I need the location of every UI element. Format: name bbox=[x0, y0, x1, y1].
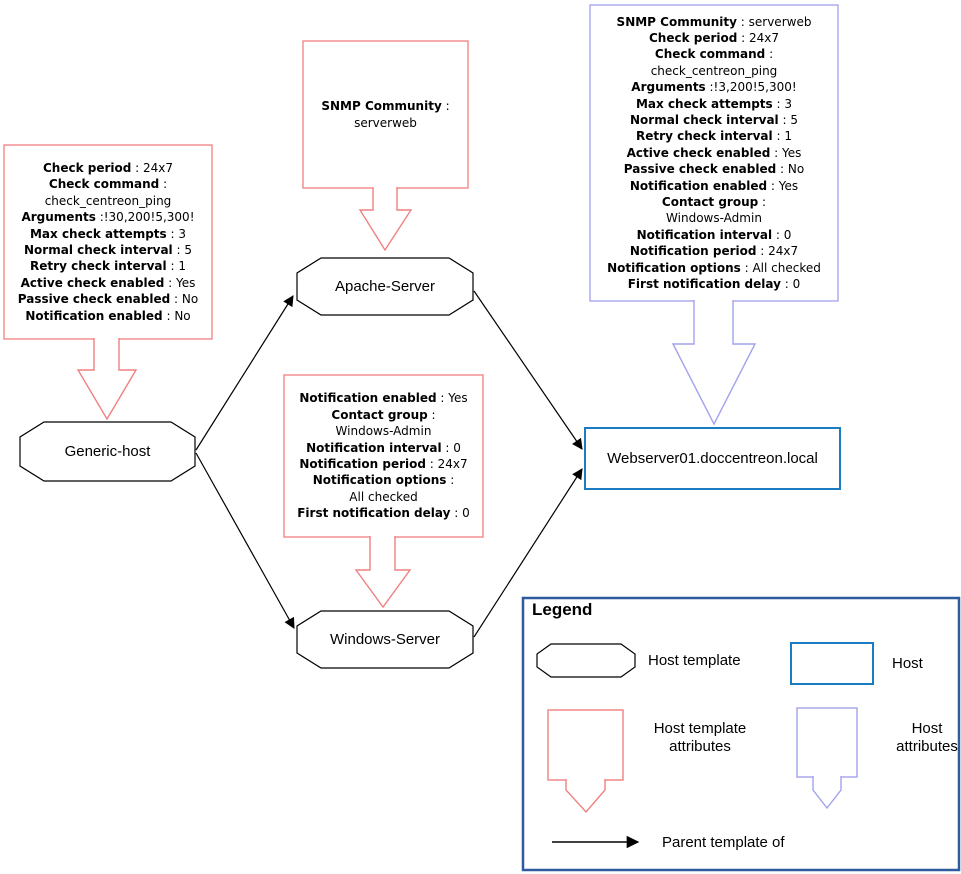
legend-host-attr-square bbox=[797, 708, 857, 777]
attr-line bbox=[607, 260, 821, 276]
attr-label: Notification interval bbox=[636, 227, 773, 242]
attr-value: check_centreon_ping bbox=[44, 193, 172, 208]
attr-line bbox=[624, 161, 804, 177]
edge-generic-to-windows bbox=[196, 453, 294, 628]
attr-line bbox=[331, 407, 435, 423]
legend-label-host-template-attributes: Host template attributes bbox=[653, 720, 747, 755]
attr-value: : Yes bbox=[436, 391, 468, 406]
legend-host-template-octagon bbox=[537, 644, 635, 677]
attr-label: Retry check interval bbox=[30, 259, 167, 274]
attr-value: : No bbox=[162, 308, 191, 323]
attr-line bbox=[628, 276, 801, 292]
block-arrow-generic-cover bbox=[78, 338, 136, 419]
attr-line bbox=[617, 14, 812, 30]
attr-label: Notification enabled bbox=[299, 391, 437, 406]
attr-label: Max check attempts bbox=[635, 96, 773, 111]
attr-line bbox=[49, 176, 167, 192]
attr-value: :!3,200!5,300! bbox=[705, 80, 797, 95]
attr-value: : 5 bbox=[172, 243, 192, 257]
attr-label: Notification period bbox=[299, 457, 426, 471]
attr-line bbox=[297, 505, 470, 521]
attr-line bbox=[636, 128, 792, 144]
attr-line bbox=[630, 112, 798, 128]
attr-line bbox=[662, 194, 766, 210]
attr-value: : bbox=[446, 473, 455, 488]
attr-value: : 1 bbox=[772, 129, 792, 144]
attr-value: : No bbox=[170, 292, 199, 307]
attr-line bbox=[649, 30, 779, 46]
attr-line bbox=[630, 178, 798, 194]
attr-label: Notification options bbox=[312, 473, 447, 488]
attr-value: : 0 bbox=[780, 277, 801, 292]
legend-label-host-attributes: Host attributes bbox=[896, 720, 958, 755]
attr-label: Notification options bbox=[607, 260, 741, 275]
attr-label: Active check enabled bbox=[20, 275, 165, 290]
attr-label: Check period bbox=[42, 160, 132, 175]
attr-label: SNMP Community bbox=[321, 99, 442, 114]
attr-value: : bbox=[441, 99, 450, 114]
attr-value: : Yes bbox=[767, 178, 799, 193]
attr-line bbox=[313, 472, 455, 488]
attr-label: Normal check interval bbox=[630, 112, 779, 127]
attr-label: Notification enabled bbox=[629, 178, 768, 193]
attr-line bbox=[24, 242, 192, 258]
attr-label: Check command bbox=[654, 47, 766, 62]
attr-label: Arguments bbox=[631, 80, 706, 95]
attr-label: Normal check interval bbox=[24, 243, 173, 257]
attr-label: Max check attempts bbox=[29, 226, 167, 241]
attr-line bbox=[299, 390, 467, 406]
attr-value: Windows-Admin bbox=[666, 211, 762, 226]
legend-label-parent-template-of: Parent template of bbox=[662, 834, 785, 851]
attr-value: : 24x7 bbox=[131, 160, 174, 175]
attr-label: Check command bbox=[48, 177, 160, 192]
attr-value: : bbox=[159, 177, 168, 192]
attr-label: Passive check enabled bbox=[17, 292, 171, 307]
attr-value: : 24x7 bbox=[737, 30, 780, 45]
attr-value: : 24x7 bbox=[756, 244, 799, 259]
attr-value: : serverweb bbox=[736, 14, 812, 29]
attr-line bbox=[43, 160, 173, 176]
attr-line bbox=[21, 275, 196, 291]
attr-line bbox=[349, 489, 417, 505]
block-arrow-webserver-cover bbox=[673, 300, 755, 424]
attr-label: Notification enabled bbox=[25, 308, 163, 323]
attr-label: First notification delay bbox=[297, 506, 451, 521]
attr-value: : 0 bbox=[441, 440, 461, 455]
attr-value: : All checked bbox=[740, 260, 821, 275]
attr-line bbox=[627, 145, 802, 161]
attr-value: : No bbox=[776, 162, 805, 177]
attr-value: All checked bbox=[349, 489, 418, 504]
attr-line bbox=[321, 98, 449, 114]
block-arrow-apache-cover bbox=[360, 187, 411, 250]
attr-line bbox=[637, 227, 792, 243]
apache-snmp-attributes-text bbox=[303, 41, 468, 188]
attr-label: Arguments bbox=[21, 210, 96, 225]
attr-line bbox=[45, 193, 172, 209]
attr-line bbox=[25, 308, 190, 324]
node-label-generic-host: Generic-host bbox=[64, 443, 151, 460]
attr-line bbox=[630, 243, 798, 259]
attr-value: : bbox=[427, 407, 436, 422]
attr-value: : 1 bbox=[166, 259, 186, 274]
attr-value: : Yes bbox=[164, 275, 196, 290]
attr-value: serverweb bbox=[354, 115, 417, 130]
attr-value: check_centreon_ping bbox=[650, 63, 778, 78]
attr-value: : 3 bbox=[166, 226, 187, 241]
attr-line bbox=[655, 46, 773, 62]
attr-label: SNMP Community bbox=[616, 14, 737, 29]
attr-label: Check period bbox=[648, 30, 738, 45]
attr-line bbox=[30, 226, 186, 242]
attr-value: : 0 bbox=[772, 227, 792, 242]
block-arrow-windows-cover bbox=[356, 536, 410, 607]
node-label-webserver: Webserver01.doccentreon.local bbox=[607, 450, 818, 467]
attr-line bbox=[21, 209, 194, 225]
node-label-apache-server: Apache-Server bbox=[334, 278, 436, 295]
attr-line bbox=[30, 258, 186, 274]
attr-value: : bbox=[765, 47, 774, 62]
attr-label: Active check enabled bbox=[626, 145, 771, 160]
attr-label: Passive check enabled bbox=[623, 162, 777, 177]
attr-line bbox=[631, 79, 796, 95]
attr-value: :!30,200!5,300! bbox=[95, 210, 195, 225]
attr-label: Contact group bbox=[331, 407, 428, 422]
attr-line bbox=[336, 423, 432, 439]
attr-value: : 3 bbox=[772, 96, 793, 111]
legend-host-rect bbox=[791, 643, 873, 684]
attr-value: : Yes bbox=[770, 145, 802, 160]
attr-line bbox=[651, 63, 778, 79]
attr-label: Notification period bbox=[629, 244, 757, 259]
attr-value: : 0 bbox=[450, 506, 470, 521]
host-attributes-text bbox=[590, 5, 838, 301]
attr-line bbox=[354, 115, 417, 131]
attr-line bbox=[636, 96, 792, 112]
attr-value: : 24x7 bbox=[425, 457, 468, 471]
node-label-windows-server: Windows-Server bbox=[329, 631, 441, 648]
legend-label-host: Host bbox=[892, 655, 923, 672]
attr-line bbox=[299, 456, 467, 472]
attr-line bbox=[306, 440, 461, 456]
windows-notification-attributes-text bbox=[284, 375, 483, 537]
generic-host-attributes-text bbox=[4, 145, 212, 339]
legend-template-attr-square bbox=[548, 710, 623, 780]
attr-label: First notification delay bbox=[627, 277, 781, 292]
attr-label: Retry check interval bbox=[636, 129, 773, 144]
attr-value: : bbox=[758, 195, 767, 210]
attr-label: Contact group bbox=[661, 195, 759, 210]
attr-value: Windows-Admin bbox=[335, 424, 432, 439]
attr-value: : 5 bbox=[778, 112, 798, 127]
legend-label-host-template: Host template bbox=[648, 652, 741, 669]
attr-line bbox=[666, 210, 762, 226]
legend-title: Legend bbox=[532, 600, 593, 619]
attr-label: Notification interval bbox=[306, 440, 442, 455]
edge-apache-to-webserver bbox=[474, 291, 582, 449]
attr-line bbox=[18, 291, 198, 307]
